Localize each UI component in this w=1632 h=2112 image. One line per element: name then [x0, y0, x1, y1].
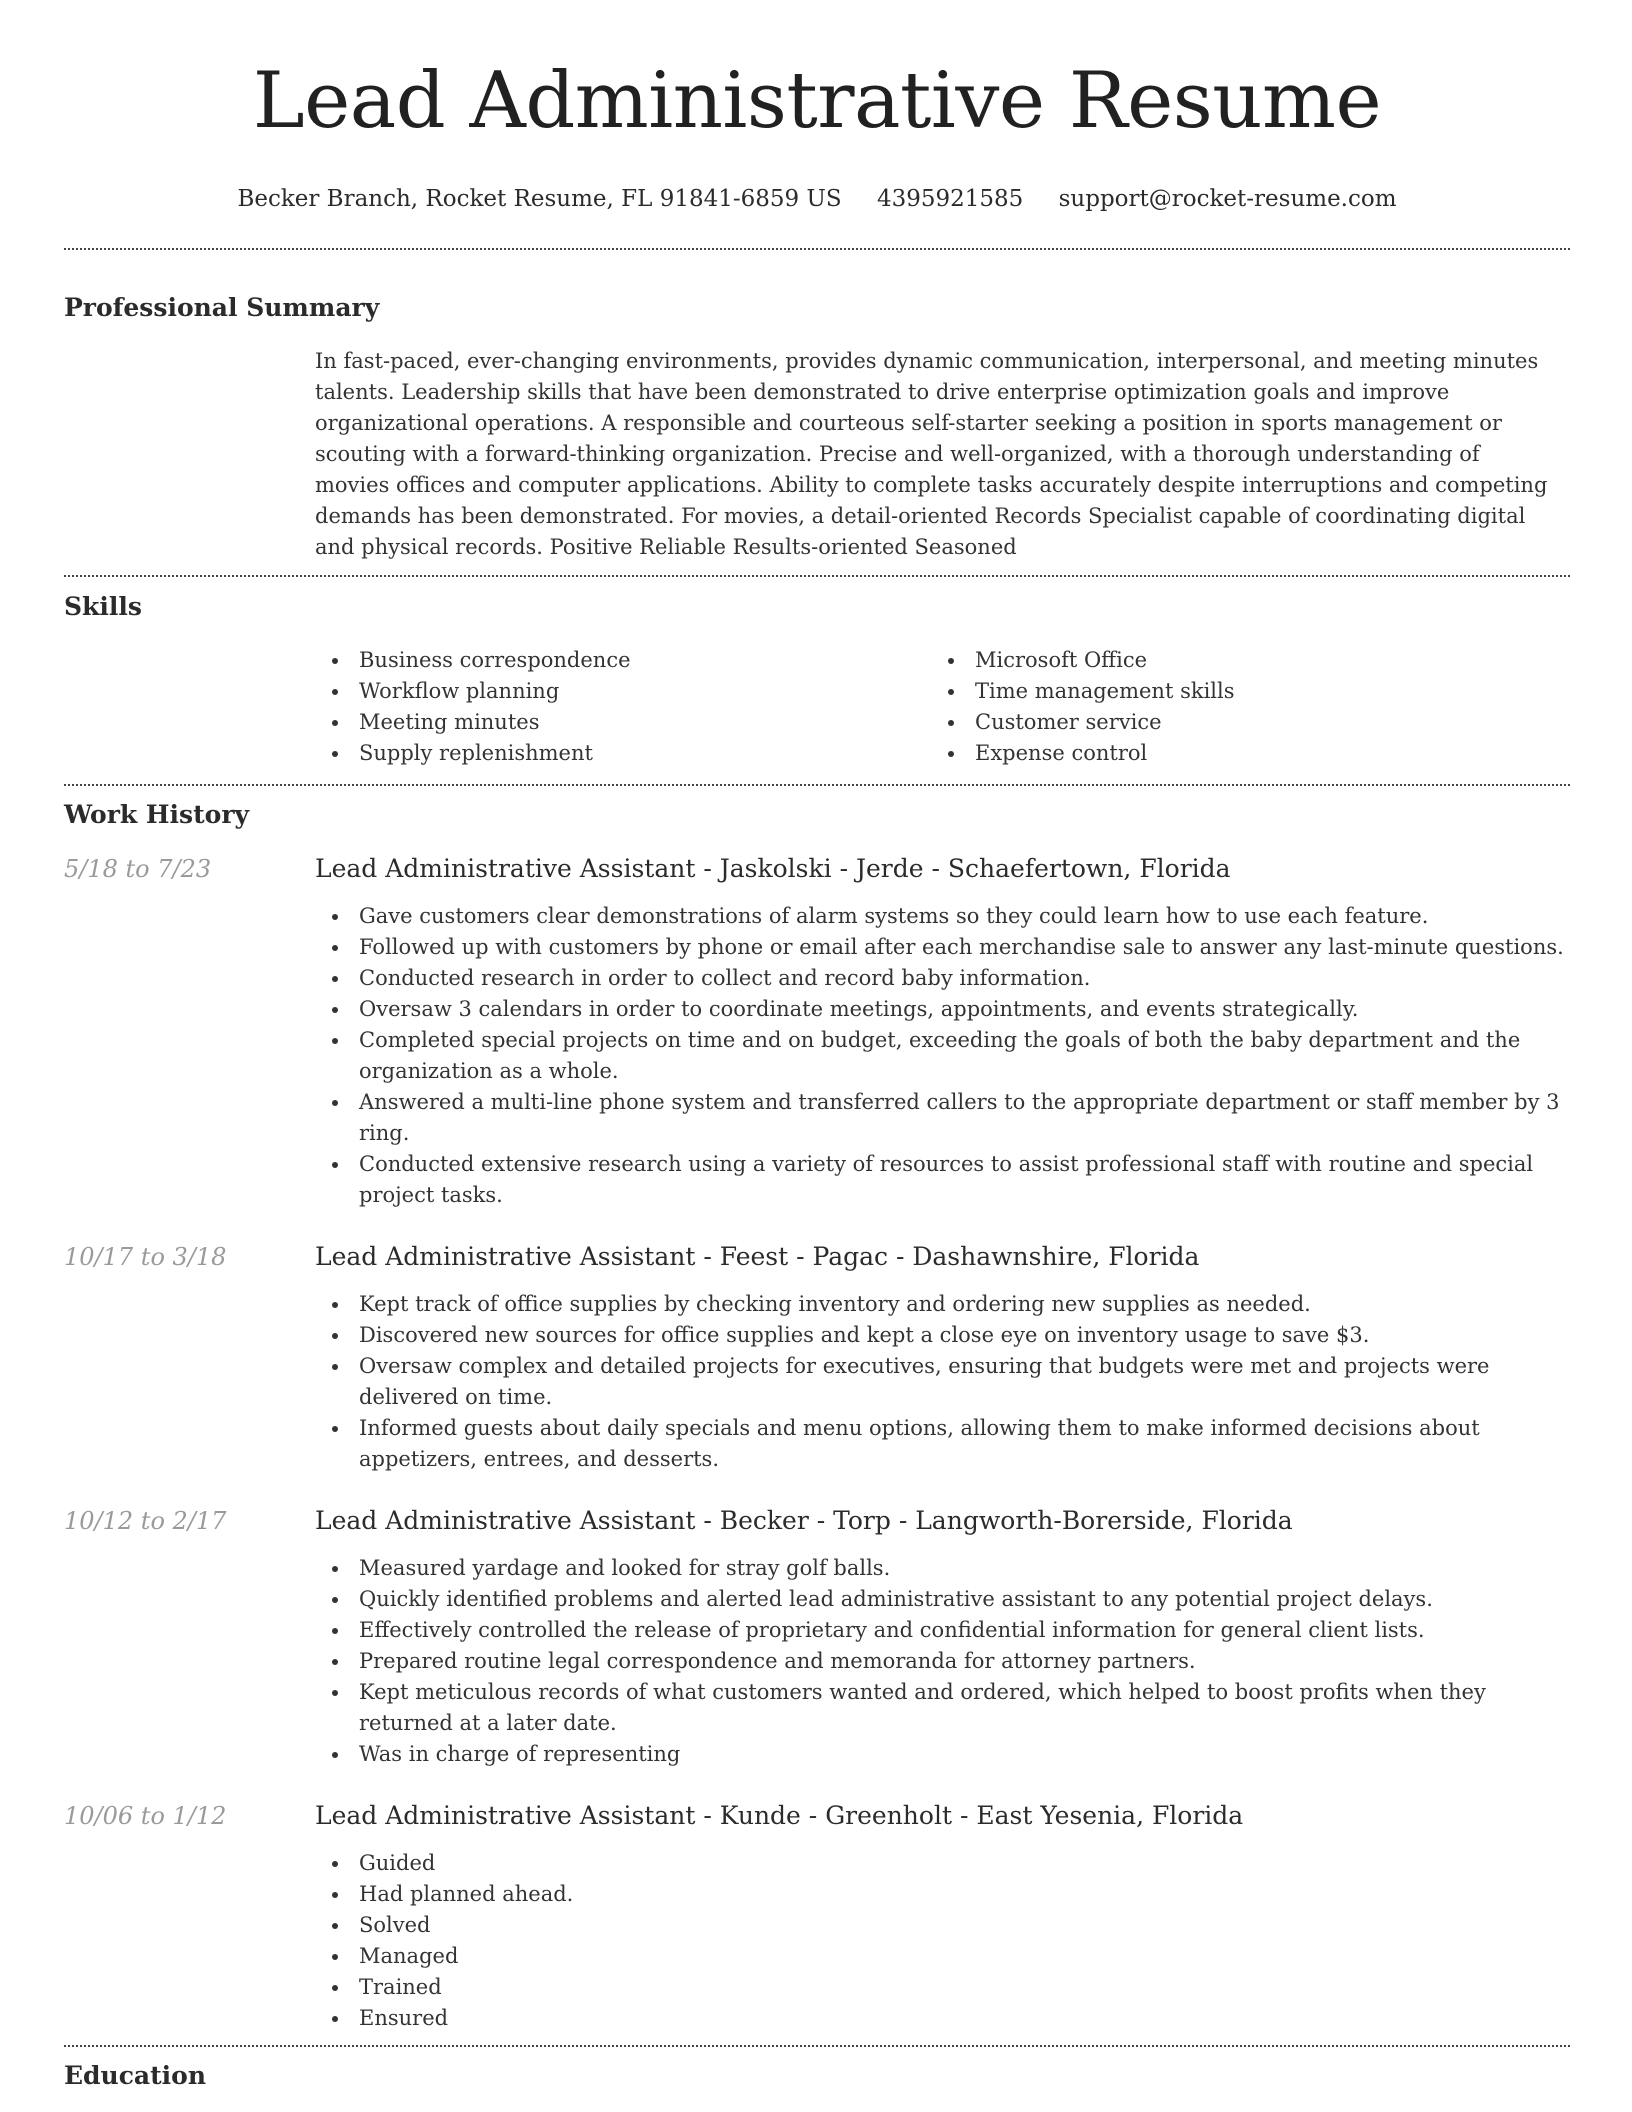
job-bullet: Managed: [359, 1941, 1570, 1972]
job-title: Lead Administrative Assistant - Kunde - Greenholt - East Yesenia, Florida: [315, 1801, 1244, 1830]
job-bullets: [315, 901, 1570, 1211]
job-dates: 5/18 to 7/23: [64, 855, 212, 883]
skill-item: Customer service: [975, 707, 1547, 738]
job-entry: [64, 1800, 1570, 2034]
skill-item: Meeting minutes: [359, 707, 931, 738]
job-bullet: Was in charge of representing: [359, 1739, 1570, 1770]
work-history-section: [64, 799, 1570, 2034]
job-dates: 10/17 to 3/18: [64, 1243, 227, 1271]
job-entry: [64, 853, 1570, 1211]
job-bullet: Answered a multi-line phone system and transferred callers to the appropriate department or staff member by 3 ring.: [359, 1087, 1570, 1149]
job-bullet: Trained: [359, 1972, 1570, 2003]
contact-address: Becker Branch, Rocket Resume, FL 91841-6859 US: [237, 186, 842, 212]
job-header: [64, 1505, 1570, 1537]
contact-phone: 4395921585: [876, 186, 1024, 212]
contact-email: support@rocket-resume.com: [1058, 186, 1397, 212]
education-section: [64, 2060, 1570, 2092]
skill-item: Workflow planning: [359, 676, 931, 707]
job-bullet: Kept meticulous records of what customers wanted and ordered, which helped to boost profits when they returned at a later date.: [359, 1677, 1570, 1739]
skills-column-right: [931, 645, 1547, 769]
skill-item: Expense control: [975, 738, 1547, 769]
job-dates: 10/12 to 2/17: [64, 1507, 227, 1535]
job-bullet: Oversaw 3 calendars in order to coordinate meetings, appointments, and events strategically.: [359, 994, 1570, 1025]
job-bullets: [315, 1553, 1570, 1770]
job-bullet: Discovered new sources for office supplies and kept a close eye on inventory usage to save $3.: [359, 1320, 1570, 1351]
job-title: Lead Administrative Assistant - Jaskolski - Jerde - Schaefertown, Florida: [315, 854, 1231, 883]
skill-item: Business correspondence: [359, 645, 931, 676]
skill-item: Supply replenishment: [359, 738, 931, 769]
skill-item: Time management skills: [975, 676, 1547, 707]
job-header: [64, 1241, 1570, 1273]
summary-text: In fast-paced, ever-changing environments, provides dynamic communication, interpersonal, and meeting minutes talents. Leadership skills that have been demonstrated to drive enterprise optimization goals and improve organizational operations. A responsible and courteous self-starter seeking a position in sports management or scouting with a forward-thinking organization. Precise and well-organized, with a thorough understanding of movies offices and computer applications. Ability to complete tasks accurately despite interruptions and competing demands has been demonstrated. For movies, a detail-oriented Records Specialist capable of coordinating digital and physical records. Positive Reliable Results-oriented Seasoned: [315, 349, 1548, 559]
job-header: [64, 853, 1570, 885]
job-bullet: Conducted research in order to collect and record baby information.: [359, 963, 1570, 994]
divider: [64, 2045, 1570, 2047]
resume-title: Lead Administrative Resume: [252, 56, 1382, 146]
job-bullet: Ensured: [359, 2003, 1570, 2034]
section-title-work-history: Work History: [64, 800, 250, 829]
job-dates: 10/06 to 1/12: [64, 1802, 227, 1830]
job-bullet: Followed up with customers by phone or email after each merchandise sale to answer any last-minute questions.: [359, 932, 1570, 963]
divider: [64, 575, 1570, 577]
job-bullet: Conducted extensive research using a variety of resources to assist professional staff with routine and special project tasks.: [359, 1149, 1570, 1211]
job-header: [64, 1800, 1570, 1832]
job-bullet: Measured yardage and looked for stray golf balls.: [359, 1553, 1570, 1584]
job-entry: [64, 1505, 1570, 1770]
job-entry: [64, 1241, 1570, 1475]
skills-column-left: [315, 645, 931, 769]
skills-list-left: [315, 645, 931, 769]
job-bullet: Had planned ahead.: [359, 1879, 1570, 1910]
job-bullet: Kept track of office supplies by checking inventory and ordering new supplies as needed.: [359, 1289, 1570, 1320]
summary-section: [64, 292, 1570, 563]
job-bullet: Gave customers clear demonstrations of alarm systems so they could learn how to use each feature.: [359, 901, 1570, 932]
divider: [64, 784, 1570, 786]
job-bullet: Guided: [359, 1848, 1570, 1879]
job-bullet: Completed special projects on time and on budget, exceeding the goals of both the baby department and the organization as a whole.: [359, 1025, 1570, 1087]
job-bullet: Solved: [359, 1910, 1570, 1941]
job-title: Lead Administrative Assistant - Becker - Torp - Langworth-Borerside, Florida: [315, 1506, 1293, 1535]
job-bullets: [315, 1848, 1570, 2034]
job-bullet: Informed guests about daily specials and menu options, allowing them to make informed decisions about appetizers, entrees, and desserts.: [359, 1413, 1570, 1475]
skills-section: [64, 591, 1570, 769]
skills-list-right: [931, 645, 1547, 769]
contact-info: [64, 184, 1570, 214]
job-bullet: Prepared routine legal correspondence and memoranda for attorney partners.: [359, 1646, 1570, 1677]
job-title: Lead Administrative Assistant - Feest - Pagac - Dashawnshire, Florida: [315, 1242, 1200, 1271]
section-title-skills: Skills: [64, 592, 142, 621]
job-bullet: Quickly identified problems and alerted lead administrative assistant to any potential project delays.: [359, 1584, 1570, 1615]
section-title-summary: Professional Summary: [64, 293, 380, 322]
skills-grid: [315, 645, 1570, 769]
job-bullet: Effectively controlled the release of proprietary and confidential information for general client lists.: [359, 1615, 1570, 1646]
job-bullet: Oversaw complex and detailed projects for executives, ensuring that budgets were met and projects were delivered on time.: [359, 1351, 1570, 1413]
skill-item: Microsoft Office: [975, 645, 1547, 676]
job-bullets: [315, 1289, 1570, 1475]
resume-page: [64, 0, 1570, 2112]
section-title-education: Education: [64, 2061, 207, 2090]
divider: [64, 248, 1570, 250]
